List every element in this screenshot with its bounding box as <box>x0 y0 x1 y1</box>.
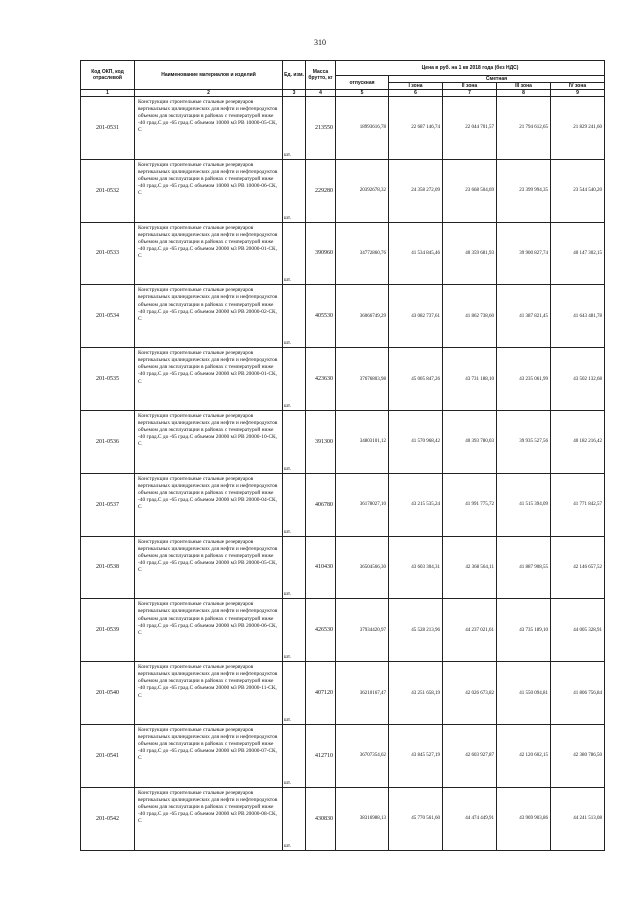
row-zone-1-price: 45 528 213,96 <box>389 599 443 662</box>
row-zone-2-price: 40 359 681,93 <box>443 222 497 285</box>
header-unit: Ед. изм. <box>283 61 306 90</box>
table-row <box>81 536 605 599</box>
row-zone-1-price: 45 770 561,60 <box>389 787 443 850</box>
row-release-price: 36504566,30 <box>336 536 389 599</box>
header-price-group: Цена в руб. на 1 кв 2018 года (без НДС) <box>336 61 605 76</box>
row-release-price: 36210167,47 <box>336 662 389 725</box>
row-zone-3-price: 41 387 821,45 <box>497 285 551 348</box>
row-name: Конструкции строительные стальные резервуаров вертикальных цилиндрических для нефти и нефтепродуктов объемом для эксплуатации в районах с температурой ниже -40 град.С до -65 град.С объемом 20000 м3 РВ 20000-01-СК, С <box>135 222 283 285</box>
row-mass: 430830 <box>306 787 336 850</box>
row-code: 201-0541 <box>81 724 135 787</box>
row-code: 201-0542 <box>81 787 135 850</box>
table-row <box>81 599 605 662</box>
header-name: Наименование материалов и изделий <box>135 61 283 90</box>
header-code: Код ОКП, код отраслевой <box>81 61 135 90</box>
row-unit: шт. <box>283 599 306 662</box>
row-release-price: 34772860,76 <box>336 222 389 285</box>
row-code: 201-0537 <box>81 473 135 536</box>
row-mass: 426530 <box>306 599 336 662</box>
row-zone-2-price: 41 862 738,60 <box>443 285 497 348</box>
row-code: 201-0535 <box>81 348 135 411</box>
row-release-price: 36066749,29 <box>336 285 389 348</box>
row-zone-3-price: 39 900 827,74 <box>497 222 551 285</box>
row-zone-3-price: 41 550 094,81 <box>497 662 551 725</box>
row-zone-4-price: 23 544 540,20 <box>551 159 605 222</box>
row-code: 201-0531 <box>81 97 135 160</box>
row-release-price: 37934420,97 <box>336 599 389 662</box>
row-zone-3-price: 21 794 612,65 <box>497 97 551 160</box>
row-zone-4-price: 42 146 657,52 <box>551 536 605 599</box>
row-unit: шт. <box>283 473 306 536</box>
row-zone-3-price: 42 120 602,15 <box>497 724 551 787</box>
row-release-price: 34803101,12 <box>336 410 389 473</box>
table-row <box>81 222 605 285</box>
row-zone-4-price: 40 182 216,42 <box>551 410 605 473</box>
row-zone-2-price: 23 668 504,69 <box>443 159 497 222</box>
row-zone-2-price: 40 393 780,03 <box>443 410 497 473</box>
table-row <box>81 787 605 850</box>
row-code: 201-0532 <box>81 159 135 222</box>
row-mass: 391300 <box>306 410 336 473</box>
row-code: 201-0534 <box>81 285 135 348</box>
row-zone-4-price: 41 771 842,57 <box>551 473 605 536</box>
row-name: Конструкции строительные стальные резервуаров вертикальных цилиндрических для нефти и нефтепродуктов объемом для эксплуатации в районах с температурой ниже -40 град.С до -65 град.С объемом 20000 м3 РВ 20000-07-СК, С <box>135 724 283 787</box>
row-name: Конструкции строительные стальные резервуаров вертикальных цилиндрических для нефти и нефтепродуктов объемом для эксплуатации в районах с температурой ниже -40 град.С до -65 град.С объемом 10000 м3 РВ 10000-05-СК, С <box>135 97 283 160</box>
row-unit: шт. <box>283 724 306 787</box>
row-zone-4-price: 41 806 756,84 <box>551 662 605 725</box>
row-zone-2-price: 44 237 021,61 <box>443 599 497 662</box>
row-name: Конструкции строительные стальные резервуаров вертикальных цилиндрических для нефти и нефтепродуктов объемом для эксплуатации в районах с температурой ниже -40 град.С до -65 град.С объемом 20000 м3 РВ 20000-08-СК, С <box>135 787 283 850</box>
row-zone-3-price: 41 515 394,09 <box>497 473 551 536</box>
row-code: 201-0540 <box>81 662 135 725</box>
row-zone-2-price: 42 368 564,11 <box>443 536 497 599</box>
column-number: 9 <box>551 90 605 97</box>
row-zone-4-price: 41 643 481,78 <box>551 285 605 348</box>
row-release-price: 38316988,13 <box>336 787 389 850</box>
row-name: Конструкции строительные стальные резервуаров вертикальных цилиндрических для нефти и нефтепродуктов объемом для эксплуатации в районах с температурой ниже -40 град.С до -65 град.С объемом 20000 м3 РВ 20000-10-СК, С <box>135 410 283 473</box>
table-row <box>81 410 605 473</box>
row-mass: 390960 <box>306 222 336 285</box>
row-unit: шт. <box>283 536 306 599</box>
table-row <box>81 473 605 536</box>
row-mass: 410430 <box>306 536 336 599</box>
row-zone-4-price: 44 241 513,08 <box>551 787 605 850</box>
row-name: Конструкции строительные стальные резервуаров вертикальных цилиндрических для нефти и нефтепродуктов объемом для эксплуатации в районах с температурой ниже -40 град.С до -65 град.С объемом 20000 м3 РВ 20000-11-СК, С <box>135 662 283 725</box>
row-name: Конструкции строительные стальные резервуаров вертикальных цилиндрических для нефти и нефтепродуктов объемом для эксплуатации в районах с температурой ниже -40 град.С до -65 град.С объемом 20000 м3 РВ 20000-05-СК, С <box>135 536 283 599</box>
row-zone-1-price: 41 570 968,42 <box>389 410 443 473</box>
row-zone-3-price: 43 969 903,86 <box>497 787 551 850</box>
row-name: Конструкции строительные стальные резервуаров вертикальных цилиндрических для нефти и нефтепродуктов объемом для эксплуатации в районах с температурой ниже -40 град.С до -65 град.С объемом 10000 м3 РВ 10000-06-СК, С <box>135 159 283 222</box>
table-row <box>81 97 605 160</box>
row-release-price: 36178027,10 <box>336 473 389 536</box>
column-number: 4 <box>306 90 336 97</box>
row-zone-2-price: 22 044 701,57 <box>443 97 497 160</box>
column-number: 1 <box>81 90 135 97</box>
row-name: Конструкции строительные стальные резервуаров вертикальных цилиндрических для нефти и нефтепродуктов объемом для эксплуатации в районах с температурой ниже -40 град.С до -65 град.С объемом 20000 м3 РВ 20000-02-СК, С <box>135 285 283 348</box>
row-mass: 406780 <box>306 473 336 536</box>
row-unit: шт. <box>283 97 306 160</box>
row-zone-1-price: 43 251 658,19 <box>389 662 443 725</box>
row-zone-4-price: 43 502 132,68 <box>551 348 605 411</box>
row-zone-4-price: 40 147 302,15 <box>551 222 605 285</box>
row-unit: шт. <box>283 787 306 850</box>
row-name: Конструкции строительные стальные резервуаров вертикальных цилиндрических для нефти и нефтепродуктов объемом для эксплуатации в районах с температурой ниже -40 град.С до -65 град.С объемом 20000 м3 РВ 20000-06-СК, С <box>135 599 283 662</box>
table-row <box>81 159 605 222</box>
table-row <box>81 348 605 411</box>
row-zone-3-price: 41 887 908,55 <box>497 536 551 599</box>
row-code: 201-0538 <box>81 536 135 599</box>
row-unit: шт. <box>283 159 306 222</box>
row-zone-1-price: 45 005 847,26 <box>389 348 443 411</box>
row-zone-1-price: 24 358 272,09 <box>389 159 443 222</box>
header-zone-4: IV зона <box>551 83 605 90</box>
row-release-price: 18993616,78 <box>336 97 389 160</box>
row-zone-3-price: 23 399 994,35 <box>497 159 551 222</box>
price-table <box>80 60 605 851</box>
row-unit: шт. <box>283 662 306 725</box>
row-zone-2-price: 42 603 927,87 <box>443 724 497 787</box>
row-mass: 407120 <box>306 662 336 725</box>
column-number: 5 <box>336 90 389 97</box>
row-zone-2-price: 42 026 673,82 <box>443 662 497 725</box>
table-row <box>81 724 605 787</box>
row-zone-4-price: 42 380 786,50 <box>551 724 605 787</box>
row-zone-3-price: 39 935 527,56 <box>497 410 551 473</box>
row-zone-4-price: 44 005 328,91 <box>551 599 605 662</box>
column-number: 6 <box>389 90 443 97</box>
page-number: 310 <box>314 38 326 47</box>
row-unit: шт. <box>283 222 306 285</box>
row-code: 201-0533 <box>81 222 135 285</box>
header-estimate-price: Сметная <box>389 76 605 83</box>
row-zone-1-price: 43 603 304,31 <box>389 536 443 599</box>
row-unit: шт. <box>283 348 306 411</box>
row-zone-3-price: 43 735 189,10 <box>497 599 551 662</box>
row-zone-1-price: 22 687 146,74 <box>389 97 443 160</box>
row-code: 201-0539 <box>81 599 135 662</box>
column-number: 7 <box>443 90 497 97</box>
row-zone-1-price: 43 215 535,24 <box>389 473 443 536</box>
row-zone-1-price: 43 082 737,61 <box>389 285 443 348</box>
row-release-price: 37676803,98 <box>336 348 389 411</box>
column-number: 8 <box>497 90 551 97</box>
row-unit: шт. <box>283 285 306 348</box>
row-name: Конструкции строительные стальные резервуаров вертикальных цилиндрических для нефти и нефтепродуктов объемом для эксплуатации в районах с температурой ниже -40 град.С до -65 град.С объемом 20000 м3 РВ 20000-01-СК, С <box>135 348 283 411</box>
row-zone-2-price: 44 474 449,91 <box>443 787 497 850</box>
table-row <box>81 662 605 725</box>
header-zone-2: II зона <box>443 83 497 90</box>
row-mass: 213550 <box>306 97 336 160</box>
row-release-price: 20392678,32 <box>336 159 389 222</box>
column-number: 3 <box>283 90 306 97</box>
row-name: Конструкции строительные стальные резервуаров вертикальных цилиндрических для нефти и нефтепродуктов объемом для эксплуатации в районах с температурой ниже -40 град.С до -65 град.С объемом 20000 м3 РВ 20000-04-СК, С <box>135 473 283 536</box>
row-zone-3-price: 43 235 061,99 <box>497 348 551 411</box>
row-mass: 229280 <box>306 159 336 222</box>
column-number: 2 <box>135 90 283 97</box>
row-zone-2-price: 41 991 775,72 <box>443 473 497 536</box>
header-zone-1: I зона <box>389 83 443 90</box>
row-zone-2-price: 43 731 188,10 <box>443 348 497 411</box>
header-mass: Масса брутто, кг <box>306 61 336 90</box>
header-release-price: отпускная <box>336 76 389 90</box>
row-zone-4-price: 21 829 241,60 <box>551 97 605 160</box>
header-zone-3: III зона <box>497 83 551 90</box>
row-mass: 412710 <box>306 724 336 787</box>
row-release-price: 36707354,62 <box>336 724 389 787</box>
row-code: 201-0536 <box>81 410 135 473</box>
row-mass: 423630 <box>306 348 336 411</box>
row-unit: шт. <box>283 410 306 473</box>
row-zone-1-price: 41 534 845,46 <box>389 222 443 285</box>
row-mass: 405530 <box>306 285 336 348</box>
table-row <box>81 285 605 348</box>
row-zone-1-price: 43 845 527,19 <box>389 724 443 787</box>
